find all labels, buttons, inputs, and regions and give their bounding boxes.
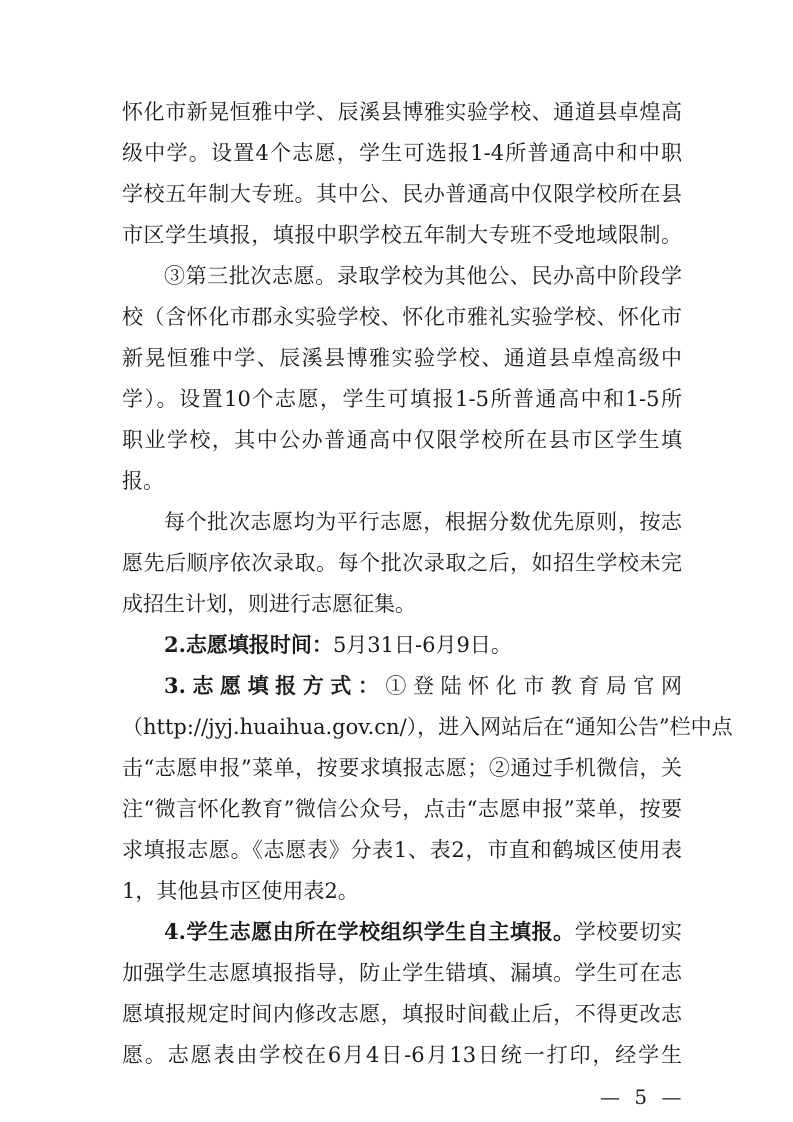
text-line xyxy=(122,836,682,864)
page-number: — 5 — xyxy=(600,1085,686,1109)
text-line xyxy=(122,549,682,577)
text-line xyxy=(122,180,682,208)
text-line xyxy=(122,1000,682,1028)
line-text: 加强学生志愿填报指导，防止学生错填、漏填。学生可在志 xyxy=(122,961,682,985)
line-text: 求填报志愿。《志愿表》分表1、表2，市直和鹤城区使用表 xyxy=(122,838,682,862)
line-text: 怀化市新晃恒雅中学、辰溪县博雅实验学校、通道县卓煌高 xyxy=(122,100,682,124)
section-heading-line xyxy=(164,918,682,946)
line-text: 愿。志愿表由学校在6月4日-6月13日统一打印，经学生 xyxy=(122,1043,682,1067)
line-text: 5月31日-6月9日。 xyxy=(332,633,512,657)
section-heading-line xyxy=(164,672,682,700)
text-line xyxy=(122,221,682,249)
section-heading-line xyxy=(164,631,682,659)
text-line xyxy=(122,344,682,372)
line-text: 注“微言怀化教育”微信公众号，点击“志愿申报”菜单，按要 xyxy=(122,797,682,821)
line-text: 击“志愿申报”菜单，按要求填报志愿；②通过手机微信，关 xyxy=(122,756,682,780)
line-text: 学校要切实 xyxy=(574,920,683,944)
line-text: 每个批次志愿均为平行志愿，根据分数优先原则，按志 xyxy=(164,510,682,534)
line-text: 新晃恒雅中学、辰溪县博雅实验学校、通道县卓煌高级中 xyxy=(122,346,682,370)
line-text: 学）。设置10个志愿，学生可填报1-5所普通高中和1-5所 xyxy=(122,387,682,411)
text-line xyxy=(122,385,682,413)
text-line xyxy=(122,877,682,905)
line-text: 1，其他县市区使用表2。 xyxy=(122,879,359,903)
text-line xyxy=(164,262,682,290)
line-text: 市区学生填报，填报中职学校五年制大专班不受地域限制。 xyxy=(122,223,682,247)
line-text: 报。 xyxy=(122,469,164,493)
text-line xyxy=(122,795,682,823)
line-text: 级中学。设置4个志愿，学生可选报1-4所普通高中和中职 xyxy=(122,141,682,165)
line-text: 愿填报规定时间内修改志愿，填报时间截止后，不得更改志 xyxy=(122,1002,682,1026)
text-line xyxy=(122,467,682,495)
text-line xyxy=(122,303,682,331)
text-line xyxy=(164,508,682,536)
line-text: ③第三批次志愿。录取学校为其他公、民办高中阶段学 xyxy=(164,264,682,288)
line-text: 成招生计划，则进行志愿征集。 xyxy=(122,592,416,616)
line-text: ①登陆怀化市教育局官网 xyxy=(385,674,682,698)
text-line xyxy=(122,713,733,741)
text-line xyxy=(122,590,682,618)
text-line xyxy=(122,959,682,987)
section-heading: 4.学生志愿由所在学校组织学生自主填报。 xyxy=(164,919,575,944)
section-heading: 3.志愿填报方式： xyxy=(164,673,386,698)
text-line xyxy=(122,139,682,167)
section-heading: 2.志愿填报时间： xyxy=(164,632,333,657)
text-line xyxy=(122,98,682,126)
text-line xyxy=(122,754,682,782)
line-text: 职业学校，其中公办普通高中仅限学校所在县市区学生填 xyxy=(122,428,682,452)
text-line xyxy=(122,1041,682,1069)
line-text: 学校五年制大专班。其中公、民办普通高中仅限学校所在县 xyxy=(122,182,682,206)
line-text: （http://jyj.huaihua.gov.cn/），进入网站后在“通知公告”栏中点 xyxy=(122,715,733,739)
line-text: 愿先后顺序依次录取。每个批次录取之后，如招生学校未完 xyxy=(122,551,682,575)
text-line xyxy=(122,426,682,454)
line-text: 校（含怀化市郡永实验学校、怀化市雅礼实验学校、怀化市 xyxy=(122,305,682,329)
